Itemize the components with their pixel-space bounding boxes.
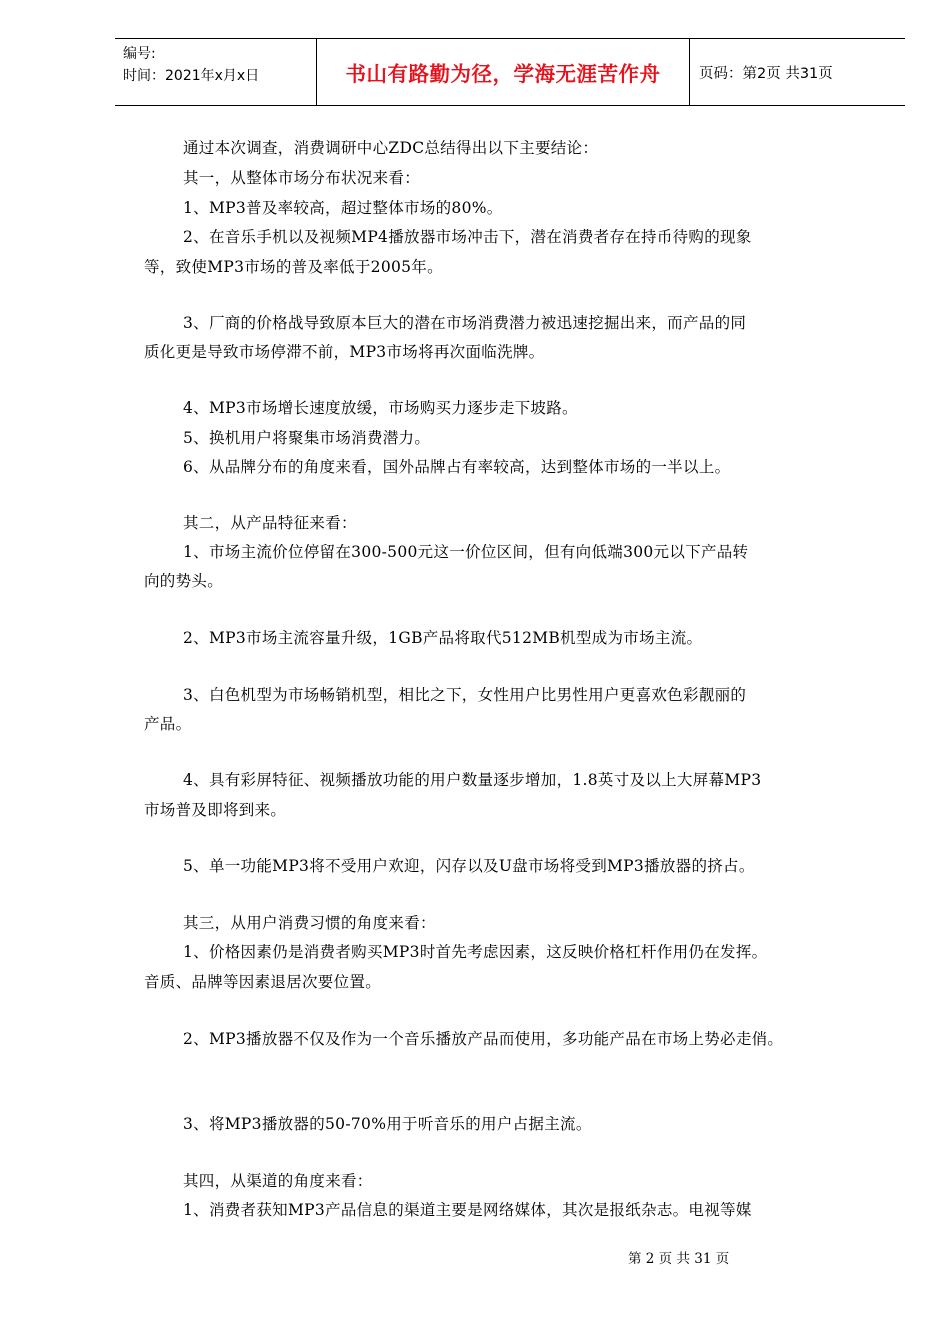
body-line: 质化更是导致市场停滞不前，MP3市场将再次面临洗牌。 — [144, 343, 545, 361]
body-line: 4、具有彩屏特征、视频播放功能的用户数量逐步增加，1.8英寸及以上大屏幕MP3 — [183, 771, 762, 789]
document-number-label: 编号: — [123, 46, 156, 62]
body-line: 1、消费者获知MP3产品信息的渠道主要是网络媒体，其次是报纸杂志。电视等媒 — [183, 1201, 752, 1219]
body-line: 通过本次调查，消费调研中心ZDC总结得出以下主要结论： — [183, 139, 599, 157]
body-line: 3、白色机型为市场畅销机型，相比之下，女性用户比男性用户更喜欢色彩靓丽的 — [183, 686, 747, 704]
header-motto-cell — [316, 39, 690, 105]
section-heading: 其四，从渠道的角度来看： — [183, 1172, 373, 1190]
document-date: 时间：2021年x月x日 — [123, 68, 260, 84]
body-line: 6、从品牌分布的角度来看，国外品牌占有率较高，达到整体市场的一半以上。 — [183, 458, 731, 476]
body-line: 等，致使MP3市场的普及率低于2005年。 — [144, 258, 443, 276]
body-line: 1、市场主流价位停留在300-500元这一价位区间，但有向低端300元以下产品转 — [183, 543, 749, 561]
body-line: 2、MP3市场主流容量升级，1GB产品将取代512MB机型成为市场主流。 — [183, 629, 703, 647]
body-line: 向的势头。 — [144, 572, 224, 590]
section-heading: 其二，从产品特征来看： — [183, 514, 357, 532]
body-line: 5、换机用户将聚集市场消费潜力。 — [183, 429, 431, 447]
body-line: 产品。 — [144, 715, 192, 733]
header-meta — [115, 39, 316, 105]
page-header — [115, 38, 905, 106]
section-heading: 其一，从整体市场分布状况来看： — [183, 169, 421, 187]
body-line: 音质、品牌等因素退居次要位置。 — [144, 973, 382, 991]
section-heading: 其三，从用户消费习惯的角度来看： — [183, 914, 436, 932]
body-line: 2、在音乐手机以及视频MP4播放器市场冲击下，潜在消费者存在持币待购的现象 — [183, 228, 752, 246]
body-line: 4、MP3市场增长速度放缓，市场购买力逐步走下坡路。 — [183, 399, 578, 417]
body-line: 3、将MP3播放器的50-70%用于听音乐的用户占据主流。 — [183, 1115, 592, 1133]
header-motto: 书山有路勤为径，学海无涯苦作舟 — [345, 62, 661, 86]
body-line: 3、厂商的价格战导致原本巨大的潜在市场消费潜力被迅速挖掘出来，而产品的同 — [183, 314, 747, 332]
header-page-info: 页码：第2页 共31页 — [699, 65, 833, 82]
body-line: 2、MP3播放器不仅及作为一个音乐播放产品而使用，多功能产品在市场上势必走俏。 — [183, 1030, 784, 1048]
body-line: 1、MP3普及率较高，超过整体市场的80%。 — [183, 199, 503, 217]
body-line: 市场普及即将到来。 — [144, 801, 287, 819]
body-line: 1、价格因素仍是消费者购买MP3时首先考虑因素，这反映价格杠杆作用仍在发挥。 — [183, 943, 768, 961]
body-line: 5、单一功能MP3将不受用户欢迎，闪存以及U盘市场将受到MP3播放器的挤占。 — [183, 857, 755, 875]
page-footer: 第 2 页 共 31 页 — [628, 1251, 730, 1267]
